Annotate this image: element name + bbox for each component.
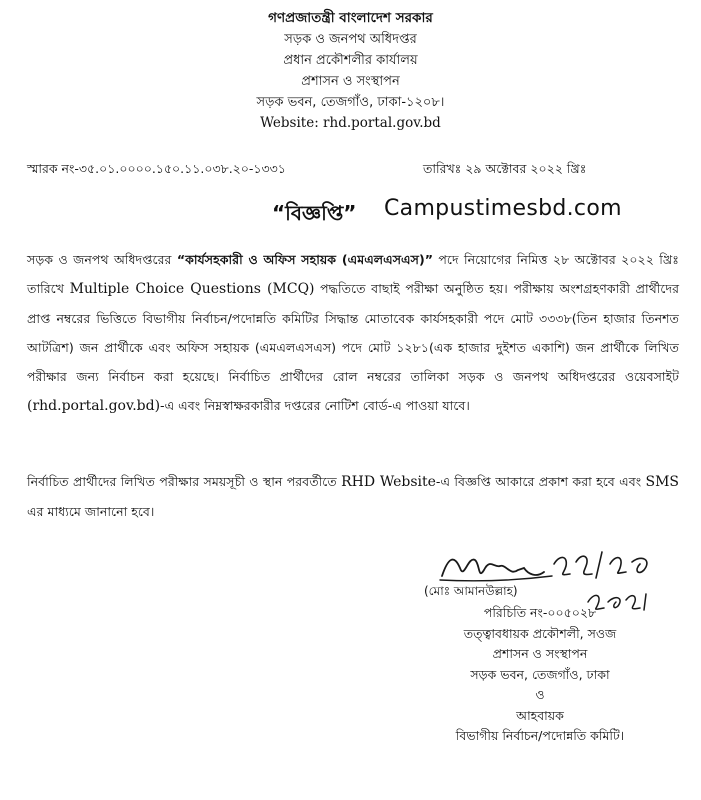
para2-text-3: এর মাধ্যমে জানানো হবে। xyxy=(27,504,155,519)
watermark-text: Campustimesbd.com xyxy=(384,196,622,221)
signatory-section: প্রশাসন ও সংস্থাপন xyxy=(492,646,588,661)
signatory-committee: বিভাগীয় নির্বাচন/পদোন্নতি কমিটি। xyxy=(455,728,625,743)
department-name: সড়ক ও জনপথ অধিদপ্তর xyxy=(284,32,417,47)
notice-paragraph-1 xyxy=(27,245,679,421)
signatory-id: পরিচিতি নং-০০৫০২৮ xyxy=(483,605,597,620)
signatory-and: ও xyxy=(535,687,545,702)
para1-text-2: পদে নিয়োগের নিমিত্ত ২৮ অক্টোবর ২০২২ খ্রিঃ তারিখে xyxy=(27,252,679,296)
signatory-name: (মোঃ আমানউল্লাহ) xyxy=(424,584,518,598)
para1-text-4: -এ এবং নিম্নস্বাক্ষরকারীর দপ্তরের নোটিশ বোর্ড-এ পাওয়া যাবে। xyxy=(160,398,470,413)
mcq-text: Multiple Choice Questions (MCQ) xyxy=(69,281,315,297)
rhd-website-text: RHD Website xyxy=(341,474,436,490)
signatory-designation: তত্ত্বাবধায়ক প্রকৌশলী, সওজ xyxy=(463,625,617,641)
signatory-role: আহবায়ক xyxy=(516,707,564,723)
notice-date: তারিখঃ ২৯ অক্টোবর ২০২২ খ্রিঃ xyxy=(423,161,587,176)
post-name: “কার্যসহকারী ও অফিস সহায়ক (এমএলএসএস)” xyxy=(176,252,433,267)
para2-text-1: নির্বাচিত প্রার্থীদের লিখিত পরীক্ষার সময়সূচী ও স্থান পরবর্তীতে xyxy=(27,474,342,489)
memo-number: স্মারক নং-৩৫.০১.০০০০.১৫০.১১.০৩৮.২০-১৩৩১ xyxy=(27,161,286,176)
website-line: Website: rhd.portal.gov.bd xyxy=(260,115,441,131)
signatory-address: সড়ক ভবন, তেজগাঁও, ঢাকা xyxy=(470,666,610,682)
sms-text: SMS xyxy=(645,474,680,490)
section-name: প্রশাসন ও সংস্থাপন xyxy=(301,74,400,89)
signatory-block xyxy=(390,603,690,747)
para2-text-2: -এ বিজ্ঞপ্তি আকারে প্রকাশ করা হবে এবং xyxy=(435,474,646,489)
para1-text-3: পদ্ধতিতে বাছাই পরীক্ষা অনুষ্ঠিত হয়। পরীক্ষায় অংশগ্রহণকারী প্রার্থীদের প্রাপ্ত নম্বরের ভিত্তিতে বিভাগীয় নির্বাচন/পদোন্নতি কমিটির সিদ্ধান্ত মোতাবেক কার্যসহকারী পদে মোট ৩৩৩৮(তিন হাজার তিনশত আটত্রিশ) জন প্রার্থীকে এবং অফিস সহায়ক (এমএলএসএস) পদে মোট ১২৮১(এক হাজার দুইশত একাশি) জন প্রার্থীকে লিখিত পরীক্ষার জন্য নির্বাচন করা হয়েছে। নির্বাচিত প্রার্থীদের রোল নম্বরের তালিকা সড়ক ও জনপথ অধিদপ্তরের ওয়েবসাইট xyxy=(27,281,679,384)
office-address: সড়ক ভবন, তেজগাঁও, ঢাকা-১২০৮। xyxy=(256,95,445,110)
notice-paragraph-2 xyxy=(27,467,679,526)
office-name: প্রধান প্রকৌশলীর কার্যালয় xyxy=(283,53,418,68)
notice-title: “বিজ্ঞপ্তি” xyxy=(272,201,357,225)
website-url: (rhd.portal.gov.bd) xyxy=(27,398,161,414)
government-name: গণপ্রজাতন্ত্রী বাংলাদেশ সরকার xyxy=(268,10,433,26)
office-header xyxy=(0,8,701,134)
para1-text-1: সড়ক ও জনপথ অধিদপ্তরের xyxy=(27,252,177,267)
